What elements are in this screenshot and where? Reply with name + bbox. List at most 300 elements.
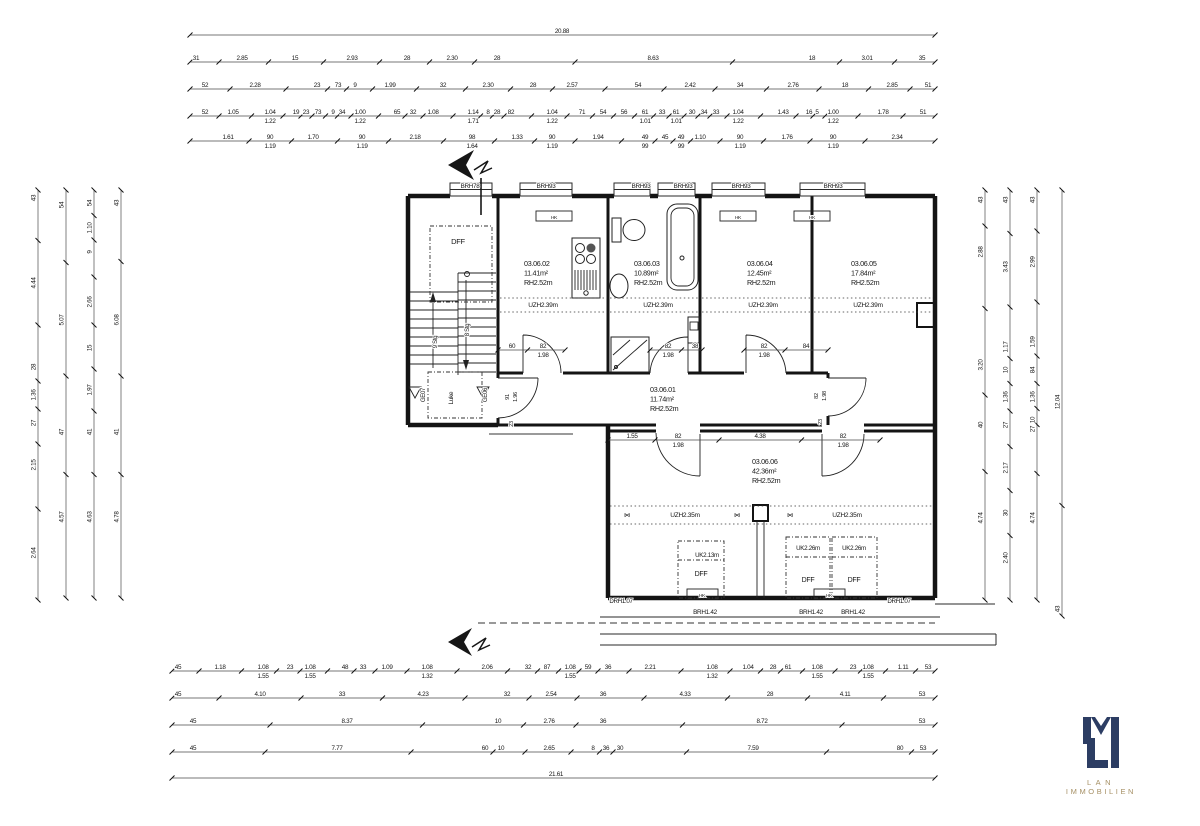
- dim-label: 1.64: [466, 143, 478, 150]
- door-room5: [828, 378, 866, 416]
- stair-up-arrowhead: [430, 292, 436, 302]
- dim-label: 1.22: [546, 118, 558, 125]
- dim-label: 84: [802, 343, 810, 350]
- chimney: [753, 505, 768, 521]
- entrance-arrow-tail-top: [474, 161, 492, 173]
- dim-label: 87: [543, 664, 551, 671]
- dim-label: 51: [919, 109, 927, 116]
- dim-label: 52: [201, 82, 209, 89]
- stair-count-label: 9 Stg: [433, 335, 439, 349]
- skylight-uk-label: UK2.26m: [796, 545, 820, 552]
- dim-label: 2.85: [236, 55, 248, 62]
- radiator-label: HK: [734, 216, 742, 221]
- dim-label: 5.07: [58, 314, 66, 326]
- wall-dim-label: 23: [509, 421, 515, 427]
- dim-label: 41: [113, 428, 121, 436]
- dim-label: 1.08: [257, 664, 269, 671]
- dim-label: 1.22: [354, 118, 366, 125]
- uzh-line-room6: [610, 506, 933, 524]
- dim-label: 1.61: [222, 134, 234, 141]
- toilet-bowl: [623, 220, 645, 241]
- dim-label: 2.66: [86, 296, 94, 308]
- dim-label: 33: [338, 691, 346, 698]
- dim-label: 1.08: [421, 664, 433, 671]
- dim-label: 82: [664, 343, 672, 350]
- dim-label: 4.74: [977, 512, 985, 524]
- dim-label: 15: [291, 55, 299, 62]
- dim-label: 60: [508, 343, 516, 350]
- chimney-duct-lines: [757, 521, 764, 598]
- dim-label: 43: [1054, 605, 1062, 613]
- dim-label: 1.22: [732, 118, 744, 125]
- room-height-label: RH2.52m: [524, 278, 553, 287]
- dim-label: 40: [977, 421, 985, 429]
- dim-label: 1.32: [421, 673, 433, 680]
- room-area-label: 10.89m²: [634, 268, 659, 278]
- dim-label: 1.97: [86, 384, 94, 396]
- dim-label: 84: [1029, 366, 1037, 374]
- dim-label: 1.18: [214, 664, 226, 671]
- dim-label: 1.33: [511, 134, 523, 141]
- room-height-label: RH2.52m: [752, 476, 781, 485]
- wall-dim-label: 23: [818, 419, 824, 425]
- bathtub-drain: [680, 256, 684, 260]
- dim-label: 43: [30, 194, 38, 202]
- dim-label: 8: [591, 745, 595, 752]
- kitchen-sink: [584, 291, 588, 295]
- skylight-box-room6-left: [678, 541, 724, 598]
- ge-label: GE07: [421, 387, 427, 403]
- dim-label: 73: [314, 109, 322, 116]
- dim-label: 19: [292, 109, 300, 116]
- dim-label: 1.55: [304, 673, 316, 680]
- washer-box-inner: [690, 322, 698, 330]
- radiator-label: HK: [808, 216, 816, 221]
- dim-label: 82: [507, 109, 515, 116]
- dim-label: 53: [918, 691, 926, 698]
- dim-label: 16: [805, 109, 813, 116]
- drh-label: DRH1.07: [609, 598, 633, 605]
- ceiling-height-label: UZH2.39m: [643, 302, 673, 309]
- dim-label: 1.08: [564, 664, 576, 671]
- dim-label: 1.98: [837, 442, 849, 449]
- dim-label: 41: [86, 428, 94, 436]
- dim-label: 27: [1002, 421, 1010, 429]
- bowtie-symbol: ⋈: [624, 513, 630, 519]
- bathtub-inner: [671, 208, 694, 286]
- dim-label: 7.77: [331, 745, 343, 752]
- dim-label: 20.88: [554, 28, 570, 35]
- room-area-label: 11.41m²: [524, 268, 548, 278]
- dim-label: 2.30: [482, 82, 494, 89]
- dim-label: 48: [341, 664, 349, 671]
- toilet-tank: [612, 218, 621, 242]
- dim-label: 23: [849, 664, 857, 671]
- dim-label: 30: [1002, 509, 1010, 517]
- room-height-label: RH2.52m: [650, 404, 679, 413]
- dim-label: 28: [493, 55, 501, 62]
- eaves-lines: [600, 604, 996, 645]
- dim-label: 1.14: [467, 109, 479, 116]
- dim-label: 90: [548, 134, 556, 141]
- dim-label: 2.85: [886, 82, 898, 89]
- dim-label: 1.00: [827, 109, 839, 116]
- dim-label: 34: [338, 109, 346, 116]
- window-label: BRH93: [731, 183, 751, 190]
- dim-label: 2.42: [684, 82, 696, 89]
- dim-label: 1.19: [827, 143, 839, 150]
- dim-label: 10: [1002, 366, 1010, 374]
- room-area-label: 42.36m²: [752, 466, 777, 476]
- logo-monogram-icon: [1083, 717, 1119, 768]
- dim-label: 1.70: [307, 134, 319, 141]
- dim-label: 18: [841, 82, 849, 89]
- dim-label: 2.64: [30, 547, 38, 559]
- dim-label: 1.19: [356, 143, 368, 150]
- dim-label: 9: [353, 82, 357, 89]
- dim-label: 38: [691, 343, 699, 350]
- dim-label: 1.32: [706, 673, 718, 680]
- ceiling-height-label: UZH2.39m: [748, 302, 778, 309]
- dim-label: 61: [784, 664, 792, 671]
- washbasin: [610, 274, 628, 298]
- dim-label: 73: [334, 82, 342, 89]
- dim-label: 2.15: [30, 459, 38, 471]
- skylight-label: DFF: [451, 237, 465, 246]
- entrance-arrow-tail-bottom: [472, 638, 490, 650]
- dim-label: 45: [189, 745, 197, 752]
- window-label: BRH93: [823, 183, 843, 190]
- dim-label: 54: [599, 109, 607, 116]
- dim-label: 27: [30, 419, 38, 427]
- ceiling-height-label: UZH2.35m: [670, 512, 700, 519]
- bowtie-symbol: ⋈: [787, 513, 793, 519]
- dim-label: 1.36: [1002, 391, 1010, 403]
- dim-label: 4.33: [679, 691, 691, 698]
- dim-label: 34: [700, 109, 708, 116]
- dim-label: 82: [760, 343, 768, 350]
- dim-label: 54: [634, 82, 642, 89]
- dim-label: 28: [403, 55, 411, 62]
- logo-line2: IMMOBILIEN: [1065, 787, 1137, 796]
- dim-label: 1.04: [264, 109, 276, 116]
- dim-label: 36: [599, 718, 607, 725]
- ge07-triangle: [409, 387, 421, 398]
- radiator-label: HK: [825, 594, 833, 599]
- dim-label: 5: [815, 109, 819, 116]
- dim-label: 47: [58, 428, 66, 436]
- window-label: BRH78: [460, 183, 480, 190]
- dim-label: 8.37: [341, 718, 353, 725]
- dim-label: 53: [924, 664, 932, 671]
- room-id-label: 03.06.02: [524, 259, 550, 268]
- dim-label: 90: [266, 134, 274, 141]
- dim-label: 82: [539, 343, 547, 350]
- dim-label: 1.08: [811, 664, 823, 671]
- dim-label: 1.55: [811, 673, 823, 680]
- ceiling-height-label: UZH2.39m: [853, 302, 883, 309]
- radiator-label: HK: [698, 594, 706, 599]
- door-height-label: 1.98: [822, 391, 828, 401]
- dim-label: 3.20: [977, 359, 985, 371]
- shower-hatch: [613, 340, 647, 370]
- room-id-label: 03.06.03: [634, 259, 660, 268]
- dim-label: 4.78: [113, 511, 121, 523]
- dim-label: 32: [409, 109, 417, 116]
- dim-label: 35: [918, 55, 926, 62]
- dim-label: 10: [1029, 416, 1037, 424]
- logo-monogram-v: [1091, 717, 1111, 735]
- dim-label: 1.04: [546, 109, 558, 116]
- right-wall-notch: [917, 303, 935, 327]
- dim-label: 90: [358, 134, 366, 141]
- dim-label: 51: [924, 82, 932, 89]
- dim-label: 2.93: [346, 55, 358, 62]
- dim-label: 43: [1029, 196, 1037, 204]
- dim-label: 32: [503, 691, 511, 698]
- dim-label: 1.10: [694, 134, 706, 141]
- bathtub: [667, 204, 698, 290]
- dim-label: 1.00: [354, 109, 366, 116]
- window-label: BRH93: [536, 183, 556, 190]
- skylight-label: DFF: [801, 577, 815, 584]
- dim-label: 1.08: [862, 664, 874, 671]
- dim-label: 4.63: [86, 511, 94, 523]
- dim-label: 7.59: [747, 745, 759, 752]
- stove-burner: [587, 255, 596, 264]
- skylight-label: DFF: [847, 577, 861, 584]
- dim-label: 1.55: [564, 673, 576, 680]
- dim-label: 23: [286, 664, 294, 671]
- dim-label: 28: [529, 82, 537, 89]
- dim-label: 45: [189, 718, 197, 725]
- kitchen-appliance-hatch: [575, 270, 596, 290]
- dim-label: 1.98: [672, 442, 684, 449]
- logo-line1: LAN: [1086, 778, 1116, 787]
- dim-label: 34: [736, 82, 744, 89]
- dim-label: 1.71: [467, 118, 479, 125]
- drh-label: DRH1.07: [887, 598, 911, 605]
- room-height-label: RH2.52m: [851, 278, 880, 287]
- dim-label: 30: [616, 745, 624, 752]
- generated-labels-layer: [31, 28, 1065, 781]
- dim-label: 1.11: [897, 664, 909, 671]
- window-label: BRH1.42: [799, 609, 823, 616]
- stove-burner: [576, 255, 585, 264]
- dim-label: 8.72: [756, 718, 768, 725]
- dim-label: 9: [86, 250, 94, 254]
- dim-label: 1.04: [742, 664, 754, 671]
- window-label: BRH93: [673, 183, 693, 190]
- room-height-label: RH2.52m: [634, 278, 663, 287]
- room-id-label: 03.06.04: [747, 259, 773, 268]
- dim-label: 45: [174, 664, 182, 671]
- room-id-label: 03.06.05: [851, 259, 877, 268]
- dim-label: 1.55: [626, 433, 638, 440]
- room-id-label: 03.06.06: [752, 457, 778, 466]
- stove-burner: [587, 244, 596, 253]
- dim-label: 23: [302, 109, 310, 116]
- dim-label: 4.23: [417, 691, 429, 698]
- dim-label: 52: [201, 109, 209, 116]
- dim-label: 1.36: [1029, 391, 1037, 403]
- dim-label: 1.99: [384, 82, 396, 89]
- dim-label: 1.36: [30, 389, 38, 401]
- dim-label: 3.01: [861, 55, 873, 62]
- dim-label: 56: [620, 109, 628, 116]
- dim-label: 6.08: [113, 314, 121, 326]
- dim-label: 30: [688, 109, 696, 116]
- dim-label: 1.98: [662, 352, 674, 359]
- entrance-arrow-icon-bottom: [448, 628, 472, 656]
- door-height-label: 1.96: [513, 392, 519, 402]
- dim-label: 36: [602, 745, 610, 752]
- dim-label: 10: [494, 718, 502, 725]
- dim-label: 1.43: [777, 109, 789, 116]
- dim-label: 23: [313, 82, 321, 89]
- dim-label: 32: [439, 82, 447, 89]
- door-width-label: 91: [505, 394, 511, 400]
- dim-label: 98: [468, 134, 476, 141]
- skylight-uk-label: UK2.26m: [842, 545, 866, 552]
- dim-label: 2.17: [1002, 462, 1010, 474]
- dim-label: 28: [493, 109, 501, 116]
- dim-label: 4.11: [839, 691, 851, 698]
- dim-label: 2.99: [1029, 256, 1037, 268]
- dim-label: 1.08: [706, 664, 718, 671]
- dim-label: 54: [86, 199, 94, 207]
- stair-count-label: 8 Stg: [465, 323, 471, 337]
- dim-label: 1.98: [537, 352, 549, 359]
- dim-label: 28: [769, 664, 777, 671]
- dim-label: 2.30: [446, 55, 458, 62]
- dim-label: 36: [599, 691, 607, 698]
- dim-label: 82: [674, 433, 682, 440]
- room-area-label: 12.45m²: [747, 268, 772, 278]
- dim-label: 99: [677, 143, 685, 150]
- dim-label: 1.98: [758, 352, 770, 359]
- dim-label: 49: [641, 134, 649, 141]
- dim-label: 1.55: [257, 673, 269, 680]
- dim-label: 9: [331, 109, 335, 116]
- room-area-label: 11.74m²: [650, 394, 674, 404]
- dim-label: 2.18: [409, 134, 421, 141]
- dim-label: 80: [896, 745, 904, 752]
- dim-label: 1.17: [1002, 341, 1010, 353]
- dim-label: 1.19: [264, 143, 276, 150]
- dim-label: 18: [808, 55, 816, 62]
- dim-label: 1.76: [781, 134, 793, 141]
- dim-label: 2.34: [891, 134, 903, 141]
- dim-label: 10: [497, 745, 505, 752]
- door-width-label: 82: [814, 393, 820, 399]
- dim-label: 1.05: [227, 109, 239, 116]
- bowtie-symbol: ⋈: [734, 513, 740, 519]
- dim-label: 28: [766, 691, 774, 698]
- dim-label: 2.54: [545, 691, 557, 698]
- stove-burner: [576, 244, 585, 253]
- dim-label: 33: [658, 109, 666, 116]
- dim-label: 61: [672, 109, 680, 116]
- dim-label: 45: [661, 134, 669, 141]
- logo-monogram-right-bar: [1111, 717, 1119, 768]
- dim-label: 21.61: [548, 771, 564, 778]
- dim-label: 1.94: [592, 134, 604, 141]
- dim-label: 8.63: [647, 55, 659, 62]
- stair-down-arrowhead: [463, 360, 469, 370]
- room-area-label: 17.84m²: [851, 268, 876, 278]
- dim-label: 31: [192, 55, 200, 62]
- stair-newel: [465, 272, 470, 277]
- hatch-box-luke: [428, 372, 482, 418]
- dim-label: 33: [359, 664, 367, 671]
- dim-label: 2.88: [977, 246, 985, 258]
- dim-label: 82: [839, 433, 847, 440]
- dim-label: 61: [641, 109, 649, 116]
- dim-label: 2.76: [787, 82, 799, 89]
- dim-label: 4.57: [58, 511, 66, 523]
- dim-label: 36: [604, 664, 612, 671]
- dim-label: 1.19: [546, 143, 558, 150]
- dim-label: 45: [174, 691, 182, 698]
- ge-label: GE06: [483, 387, 489, 403]
- dim-label: 1.10: [86, 222, 94, 234]
- entrance-arrow-icon-top: [448, 150, 474, 180]
- dim-label: 4.44: [30, 277, 38, 289]
- dim-label: 4.10: [254, 691, 266, 698]
- dim-label: 28: [30, 363, 38, 371]
- dim-label: 90: [736, 134, 744, 141]
- dim-label: 12.04: [1054, 394, 1062, 410]
- dim-label: 1.08: [304, 664, 316, 671]
- stair-steps-left-flight: [410, 292, 458, 364]
- skylight-label: DFF: [694, 571, 708, 578]
- dim-label: 2.06: [481, 664, 493, 671]
- dim-label: 90: [829, 134, 837, 141]
- dim-label: 3.43: [1002, 261, 1010, 273]
- dim-label: 8: [486, 109, 490, 116]
- dim-label: 2.76: [543, 718, 555, 725]
- dim-label: 43: [113, 199, 121, 207]
- dim-label: 1.01: [670, 118, 682, 125]
- dim-label: 15: [86, 344, 94, 352]
- site-lines-layer: [478, 434, 996, 645]
- logo: [1066, 717, 1136, 796]
- dim-label: 1.55: [862, 673, 874, 680]
- dim-label: 1.22: [264, 118, 276, 125]
- dim-label: 99: [641, 143, 649, 150]
- dim-label: 1.78: [877, 109, 889, 116]
- dim-label: 33: [712, 109, 720, 116]
- skylight-uk-label: UK2.13m: [695, 552, 719, 559]
- window-label: BRH93: [631, 183, 651, 190]
- window-label: BRH1.42: [693, 609, 717, 616]
- room-id-label: 03.06.01: [650, 385, 676, 394]
- radiator-label: HK: [550, 216, 558, 221]
- room-height-label: RH2.52m: [747, 278, 776, 287]
- logo-monogram-l: [1087, 738, 1108, 768]
- dim-label: 2.57: [566, 82, 578, 89]
- window-label: BRH1.42: [841, 609, 865, 616]
- dim-label: 1.22: [827, 118, 839, 125]
- dim-label: 71: [578, 109, 586, 116]
- dim-label: 59: [584, 664, 592, 671]
- dim-label: 53: [919, 745, 927, 752]
- ceiling-height-label: UZH2.35m: [832, 512, 862, 519]
- hatch-label: Luke: [448, 391, 455, 405]
- dim-label: 27: [1029, 425, 1037, 433]
- dim-label: 4.74: [1029, 512, 1037, 524]
